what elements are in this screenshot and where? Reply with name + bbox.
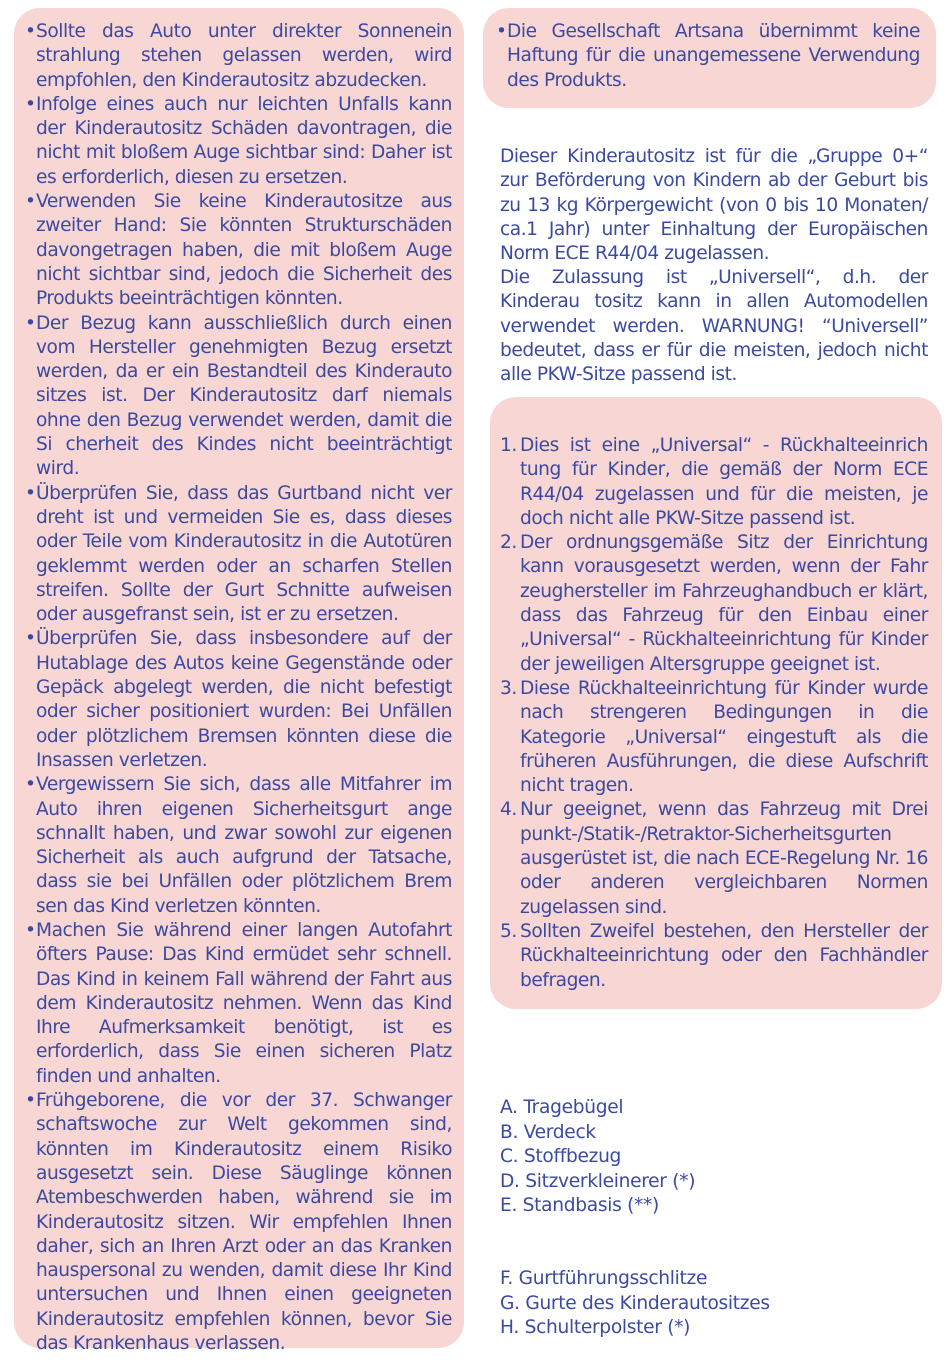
item-text: Nur geeignet, wenn das Fahrzeug mit Drei punkt-/Statik-/Retraktor-Sicherheitsgurten ausgerüstet ist, die nach ECE-Regelung Nr. 16 oder anderen vergleichbaren Normen zugelassen sind. xyxy=(520,799,929,918)
part-label: H. Schulterpolster (*) xyxy=(500,1317,691,1338)
numbered-item xyxy=(500,920,928,993)
numbered-item xyxy=(500,434,928,531)
universal-notes-list xyxy=(500,434,928,993)
warning-item: • Der Bezug kann ausschließlich durch einen vom Hersteller genehmigten Bezug ersetzt werden, da er ein Bestandteil des Kinderauto sitzes ist. Der Kinderautositz darf niemals ohne den Bezug verwendet werden, damit die Si cherheit des Kindes nicht beeinträchtigt wird. xyxy=(26,312,452,482)
left-warnings-panel xyxy=(14,8,464,1355)
warning-item: • Überprüfen Sie, dass das Gurtband nicht ver dreht ist und vermeiden Sie es, dass dieses oder Teile vom Kinderautositz in die Autotüren geklemmt werden oder an scharfen Stellen streifen. Sollte der Gurt Schnitte aufweisen oder ausgefranst sein, ist er zu ersetzen. xyxy=(26,482,452,628)
warning-item: • Frühgeborene, die vor der 37. Schwanger schaftswoche zur Welt gekommen sind, könnten im Kinderautositz einem Risiko ausgesetzt sein. Diese Säuglinge können Atembeschwerden haben, während sie im Kinderautositz sitzen. Wir empfehlen Ihnen daher, sich an Ihren Arzt oder an das Kranken hauspersonal zu wenden, damit diese Ihr Kind untersuchen und Ihnen einen geeigneten Kinderautositz empfehlen können, bevor Sie das Krankenhaus verlassen. xyxy=(26,1089,452,1356)
approval-paragraph: Dieser Kinderautositz ist für die „Gruppe 0+“ zur Beförderung von Kindern ab der Geburt bis zu 13 kg Körpergewicht (von 0 bis 10 Monaten/ ca.1 Jahr) unter Einhaltung der Europäischen Norm ECE R44/04 zugelassen. xyxy=(500,146,928,265)
liability-panel xyxy=(483,8,936,108)
warning-item: • Sollte das Auto unter direkter Sonnenein strahlung stehen gelassen werden, wird empfohlen, den Kinderautositz abzudecken. xyxy=(26,20,452,93)
item-number: 2. xyxy=(500,532,517,554)
part-label: D. Sitzverkleinerer (*) xyxy=(500,1170,696,1192)
part-label: A. Tragebügel xyxy=(500,1097,624,1118)
item-text: Diese Rückhalteeinrichtung für Kinder wurde nach strengeren Bedingungen in die Kategorie „Universal“ eingestuft als die früheren Ausführungen, die diese Aufschrift nicht tragen. xyxy=(520,677,928,797)
part-label: F. Gurtführungsschlitze xyxy=(500,1268,708,1289)
liability-list xyxy=(497,20,920,93)
numbered-item xyxy=(500,798,928,919)
numbered-item xyxy=(500,531,928,677)
warning-item: • Machen Sie während einer langen Autofahrt öfters Pause: Das Kind ermüdet sehr schnell. Das Kind in keinem Fall während der Fahrt aus dem Kinderautositz nehmen. Wenn das Kind Ihre Aufmerksamkeit benötigt, ist es erforderlich, dass Sie einen sicheren Platz finden und anhalten. xyxy=(26,919,452,1089)
universal-notes-panel xyxy=(490,397,942,1009)
warning-item: • Verwenden Sie keine Kinderautositze aus zweiter Hand: Sie könnten Strukturschäden davongetragen haben, die mit bloßem Auge nicht sichtbar sind, jedoch die Sicherheit des Produkts beeinträchtigen könnten. xyxy=(26,190,452,311)
left-warnings-list xyxy=(26,20,452,1356)
item-number: 1. xyxy=(500,435,517,456)
universal-paragraph: Die Zulassung ist „Universell“, d.h. der Kinderau tositz kann in allen Automodellen verwendet werden. WARNUNG! “Universell” bedeutet, dass er für die meisten, jedoch nicht alle PKW-Sitze passend ist. xyxy=(500,267,928,386)
part-label: G. Gurte des Kinderautositzes xyxy=(500,1292,770,1314)
part-label: E. Standbasis (**) xyxy=(500,1195,659,1216)
parts-list-2 xyxy=(500,1267,770,1341)
item-text: Dies ist eine „Universal“ - Rückhalteeinrich tung für Kinder, die gemäß der Norm ECE R44/04 zugelassen und für die meisten, je doch nicht alle PKW-Sitze passend ist. xyxy=(520,435,928,529)
part-label: C. Stoffbezug xyxy=(500,1146,622,1167)
warning-item: • Vergewissern Sie sich, dass alle Mitfahrer im Auto ihren eigenen Sicherheitsgurt ange schnallt haben, und zwar sowohl zur eigenen Sicherheit als auch aufgrund der Tatsache, dass sie bei Unfällen oder plötzlichem Brem sen das Kind verletzen könnten. xyxy=(26,773,452,919)
item-text: Der ordnungsgemäße Sitz der Einrichtung kann vorausgesetzt werden, wenn der Fahr zeughersteller im Fahrzeughandbuch er klärt, dass das Fahrzeug für den Einbau einer „Universal“ - Rückhalteeinrichtung für Kinder der jeweiligen Altersgruppe geeignet ist. xyxy=(520,532,928,675)
item-text: Sollten Zweifel bestehen, den Hersteller der Rückhalteeinrichtung oder den Fachhändler befragen. xyxy=(520,920,928,991)
part-label: B. Verdeck xyxy=(500,1121,596,1143)
item-number: 5. xyxy=(500,920,517,942)
warning-item: • Infolge eines auch nur leichten Unfalls kann der Kinderautositz Schäden davontragen, die nicht mit bloßem Auge sichtbar sind: Daher ist es erforderlich, diesen zu ersetzen. xyxy=(26,93,452,190)
numbered-item xyxy=(500,677,928,798)
item-number: 4. xyxy=(500,799,517,821)
item-number: 3. xyxy=(500,677,517,699)
parts-list-1 xyxy=(500,1096,695,1219)
liability-item: • Die Gesellschaft Artsana übernimmt keine Haftung für die unangemessene Verwendung des Produkts. xyxy=(497,20,920,93)
warning-item: • Überprüfen Sie, dass insbesondere auf der Hutablage des Autos keine Gegenstände oder Gepäck abgelegt werden, die nicht befestigt oder sicher positioniert wurden: Bei Unfällen oder plötzlichem Bremsen könnten diese die Insassen verletzen. xyxy=(26,627,452,773)
